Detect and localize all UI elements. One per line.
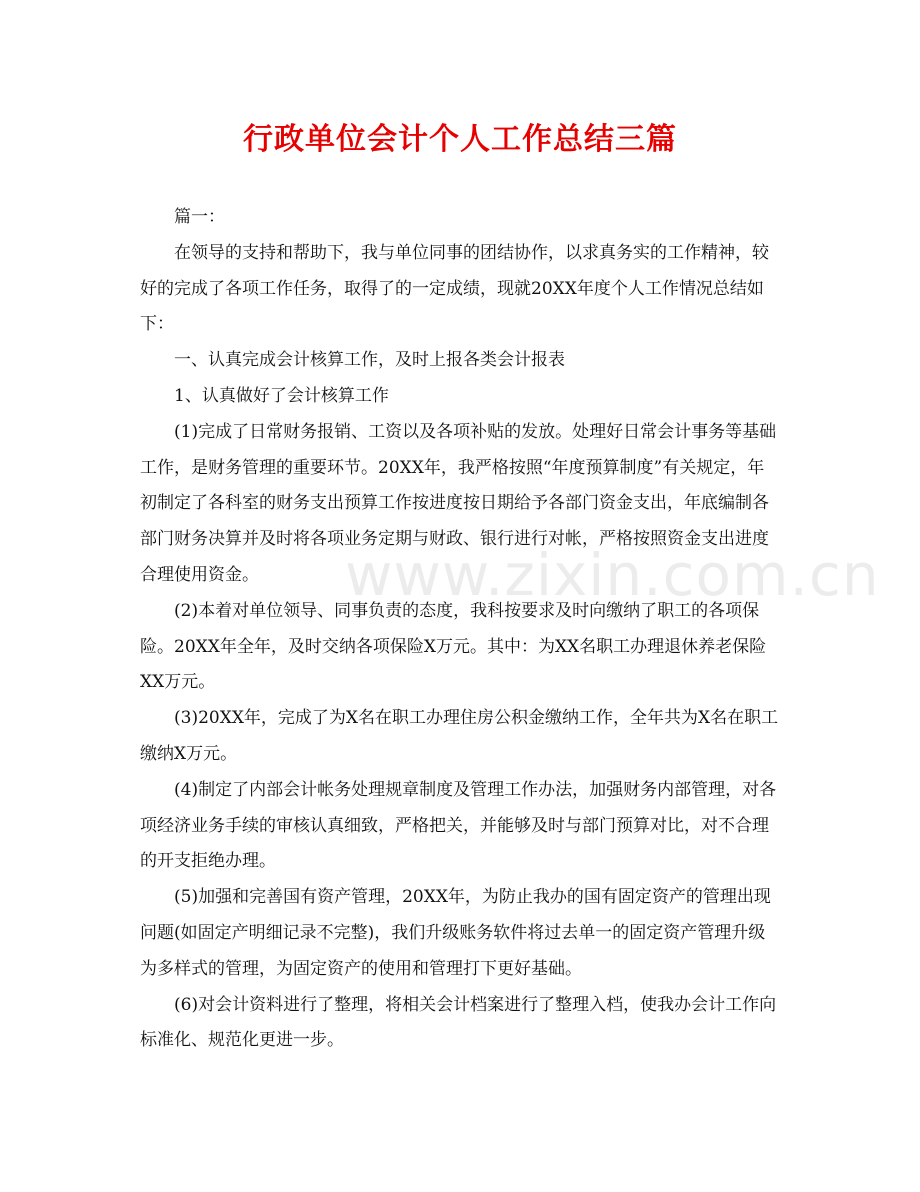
section-heading: 篇一：: [174, 207, 225, 227]
body-paragraph: 一、认真完成会计核算工作，及时上报各类会计报表: [174, 350, 565, 371]
body-paragraph: (2)本着对单位领导、同事负责的态度，我科按要求及时向缴纳了职工的各项保险。20XX年全年，及时交纳各项保险X万元。其中：为XX名职工办理退休养老保险XX万元。: [140, 600, 767, 693]
body-paragraph: (3)20XX年，完成了为X名在职工办理住房公积金缴纳工作，全年共为X名在职工缴纳X万元。: [140, 708, 779, 764]
body-paragraph: (4)制定了内部会计帐务处理规章制度及管理工作办法，加强财务内部管理，对各项经济业务手续的审核认真细致，严格把关，并能够及时与部门预算对比，对不合理的开支拒绝办理。: [140, 779, 777, 872]
body-paragraph: (5)加强和完善国有资产管理，20XX年，为防止我办的国有固定资产的管理出现问题(如固定产明细记录不完整)，我们升级账务软件将过去单一的固定资产管理升级为多样式的管理，为固定资产的使用和管理打下更好基础。: [140, 887, 771, 979]
body-paragraph: (1)完成了日常财务报销、工资以及各项补贴的发放。处理好日常会计事务等基础工作，是财务管理的重要环节。20XX年，我严格按照“年度预算制度”有关规定，年初制定了各科室的财务支出预算工作按进度按日期给予各部门资金支出，年底编制各部门财务决算并及时将各项业务定期与财政、银行进行对帐，严格按照资金支出进度合理使用资金。: [140, 421, 777, 585]
document-body: [140, 200, 780, 1059]
body-paragraph: 1、认真做好了会计核算工作: [174, 385, 389, 406]
document-title: 行政单位会计个人工作总结三篇: [243, 122, 677, 157]
body-paragraph: 在领导的支持和帮助下，我与单位同事的团结协作，以求真务实的工作精神，较好的完成了各项工作任务，取得了的一定成绩，现就20XX年度个人工作情况总结如下：: [140, 242, 769, 335]
body-paragraph: (6)对会计资料进行了整理，将相关会计档案进行了整理入档，使我办会计工作向标准化、规范化更进一步。: [140, 994, 777, 1051]
watermark: www.zixin.com.cn: [345, 541, 880, 609]
